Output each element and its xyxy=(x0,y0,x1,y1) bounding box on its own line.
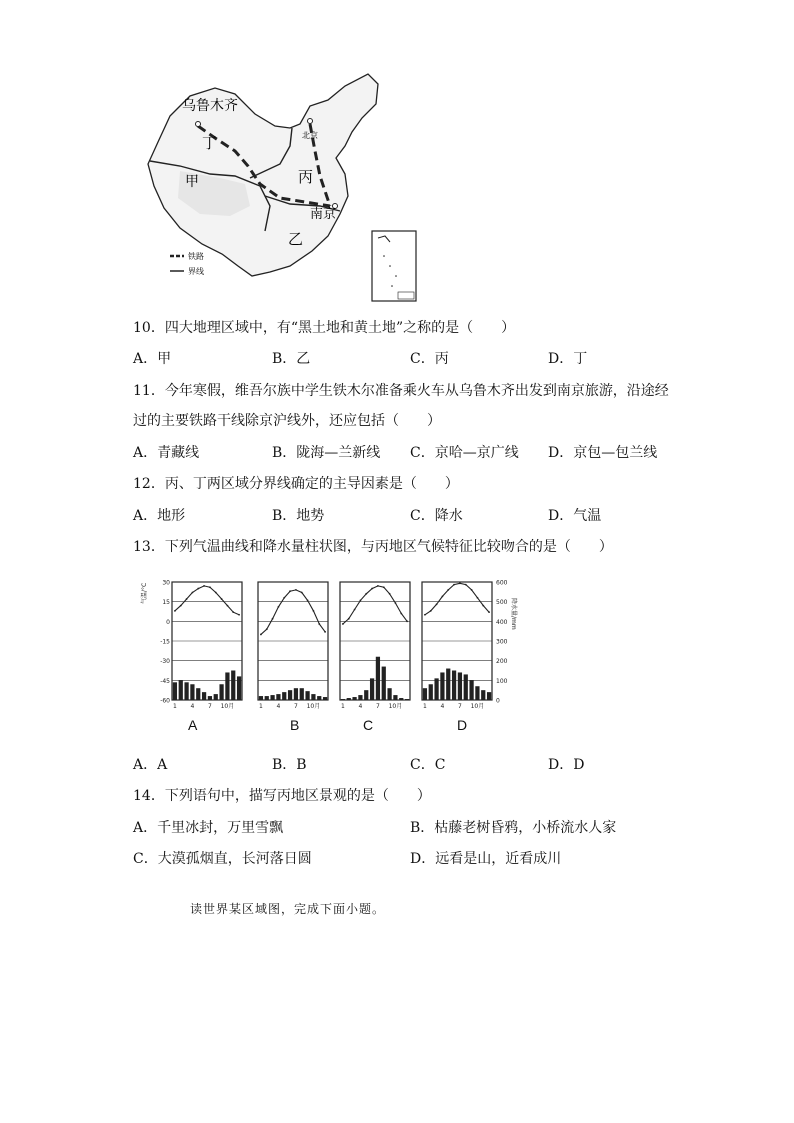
month-tick-label: 1 xyxy=(423,703,427,710)
precip-bar xyxy=(387,688,391,700)
precip-bar xyxy=(399,698,403,700)
temperature-point xyxy=(383,586,385,588)
temperature-point xyxy=(371,588,373,590)
precip-bar xyxy=(173,682,177,700)
question-10-stem: 10．四大地理区域中，有“黑土地和黄土地”之称的是（ ） xyxy=(133,320,516,336)
temperature-point xyxy=(442,596,444,598)
precip-bar xyxy=(487,692,491,700)
month-tick-label: 7 xyxy=(294,703,298,710)
precip-bar xyxy=(288,690,292,700)
city-label-beijing: 北京 xyxy=(302,131,318,140)
precip-bar xyxy=(225,672,229,700)
precip-bar xyxy=(341,699,345,700)
temp-axis-label: 气温/°C xyxy=(141,582,148,604)
q11-option-b[interactable]: B．陇海—兰新线 xyxy=(272,445,381,461)
region-label-bing: 丙 xyxy=(298,168,314,186)
precip-bar xyxy=(446,669,450,700)
precip-bar xyxy=(393,695,397,700)
precip-bar xyxy=(405,699,409,700)
precip-bar xyxy=(282,692,286,700)
month-tick-label: 1 xyxy=(341,703,345,710)
month-tick-label: 4 xyxy=(358,703,363,710)
temperature-point xyxy=(377,585,379,587)
precip-bar xyxy=(469,680,473,700)
precip-bar xyxy=(270,695,274,700)
temperature-point xyxy=(389,593,391,595)
temperature-point xyxy=(232,611,234,613)
temperature-point xyxy=(307,599,309,601)
climate-charts xyxy=(140,574,528,712)
precip-bar xyxy=(370,678,374,700)
precip-bar xyxy=(219,684,223,700)
region-label-jia: 甲 xyxy=(185,174,199,190)
q14-option-c[interactable]: C．大漠孤烟直，长河落日圆 xyxy=(133,851,312,867)
temperature-point xyxy=(301,592,303,594)
precip-bar xyxy=(358,695,362,700)
q11-option-d[interactable]: D．京包—包兰线 xyxy=(548,445,658,461)
precip-bar xyxy=(347,698,351,700)
precip-tick-label: 300 xyxy=(496,638,508,646)
q13-option-d[interactable]: D．D xyxy=(548,757,585,773)
temp-tick-label: 15 xyxy=(162,599,170,607)
precip-bar xyxy=(434,678,438,700)
precip-bar xyxy=(481,690,485,700)
temperature-point xyxy=(365,593,367,595)
precip-bar xyxy=(214,694,218,700)
temperature-point xyxy=(424,614,426,616)
precip-bar xyxy=(440,672,444,700)
month-tick-label: 7 xyxy=(458,703,462,710)
q10-option-c[interactable]: C．丙 xyxy=(410,351,449,367)
temperature-point xyxy=(430,610,432,612)
q13-option-a[interactable]: A．A xyxy=(133,757,168,773)
precip-bar xyxy=(452,671,456,701)
temperature-point xyxy=(406,620,408,622)
temperature-point xyxy=(459,582,461,584)
precip-tick-label: 100 xyxy=(496,677,508,685)
precip-bar xyxy=(231,671,235,701)
temperature-point xyxy=(465,584,467,586)
month-tick-label: 1 xyxy=(173,703,177,710)
temperature-point xyxy=(266,628,268,630)
temperature-point xyxy=(400,613,402,615)
temperature-point xyxy=(488,611,490,613)
temperature-point xyxy=(354,609,356,611)
temperature-point xyxy=(471,589,473,591)
chart-letter-b: B xyxy=(290,717,300,733)
precip-bar xyxy=(352,697,356,700)
section-note: 读世界某区域图，完成下面小题。 xyxy=(190,902,386,916)
temperature-point xyxy=(348,618,350,620)
q12-option-b[interactable]: B．地势 xyxy=(272,508,325,524)
q10-option-a[interactable]: A．甲 xyxy=(133,351,172,367)
precip-bar xyxy=(237,676,241,700)
precip-bar xyxy=(464,674,468,700)
precip-bar xyxy=(184,682,188,700)
temperature-point xyxy=(174,610,176,612)
precip-bar xyxy=(265,696,269,700)
legend-railway: 铁路 xyxy=(188,252,204,261)
question-13-stem: 13．下列气温曲线和降水量柱状图，与丙地区气候特征比较吻合的是（ ） xyxy=(133,539,613,555)
temperature-point xyxy=(342,623,344,625)
city-label-urumqi: 乌鲁木齐 xyxy=(182,98,238,114)
month-tick-label: 10月 xyxy=(388,703,403,710)
month-tick-label: 4 xyxy=(440,703,445,710)
precip-bar xyxy=(300,688,304,700)
temperature-point xyxy=(215,592,217,594)
precip-tick-label: 600 xyxy=(496,579,508,587)
temp-tick-label: -60 xyxy=(160,697,170,705)
region-label-yi: 乙 xyxy=(288,230,304,248)
temp-tick-label: -15 xyxy=(160,638,170,646)
question-11-stem-line1: 11．今年寒假，维吾尔族中学生铁木尔准备乘火车从乌鲁木齐出发到南京旅游，沿途经 xyxy=(133,383,669,399)
precip-bar xyxy=(323,697,327,700)
precip-bar xyxy=(317,696,321,700)
precip-bar xyxy=(190,684,194,700)
temperature-point xyxy=(272,618,274,620)
precip-bar xyxy=(311,694,315,700)
month-tick-label: 7 xyxy=(208,703,212,710)
temperature-point xyxy=(482,605,484,607)
temperature-point xyxy=(477,597,479,599)
temperature-point xyxy=(447,589,449,591)
q12-option-d[interactable]: D．气温 xyxy=(548,508,602,524)
chart-letter-d: D xyxy=(457,717,468,733)
temperature-point xyxy=(289,590,291,592)
precip-bar xyxy=(364,690,368,700)
temperature-point xyxy=(197,588,199,590)
temperature-point xyxy=(192,592,194,594)
precip-bar xyxy=(305,691,309,700)
temperature-point xyxy=(313,610,315,612)
temperature-point xyxy=(203,585,205,587)
q14-option-d[interactable]: D．远看是山，近看成川 xyxy=(410,851,562,867)
month-tick-label: 10月 xyxy=(470,703,485,710)
china-regions-map xyxy=(140,66,420,304)
south-china-sea-inset xyxy=(372,231,416,301)
chart-letter-c: C xyxy=(363,717,374,733)
precip-bar xyxy=(458,672,462,700)
month-tick-label: 7 xyxy=(376,703,380,710)
temperature-point xyxy=(221,598,223,600)
precip-bar xyxy=(179,680,183,700)
q10-option-b[interactable]: B．乙 xyxy=(272,351,311,367)
question-12-stem: 12．丙、丁两区域分界线确定的主导因素是（ ） xyxy=(133,476,459,492)
precip-tick-label: 400 xyxy=(496,618,508,626)
temperature-point xyxy=(238,614,240,616)
month-tick-label: 1 xyxy=(259,703,263,710)
precip-bar xyxy=(475,686,479,700)
month-tick-label: 10月 xyxy=(306,703,321,710)
temperature-point xyxy=(318,623,320,625)
month-tick-label: 4 xyxy=(276,703,281,710)
q11-option-c[interactable]: C．京哈—京广线 xyxy=(410,445,519,461)
precip-bar xyxy=(259,696,263,700)
temperature-point xyxy=(436,603,438,605)
precip-tick-label: 500 xyxy=(496,599,508,607)
temperature-point xyxy=(227,605,229,607)
precip-bar xyxy=(294,688,298,700)
city-label-nanjing: 南京 xyxy=(310,207,337,222)
precip-bar xyxy=(382,667,386,700)
precip-bar xyxy=(202,692,206,700)
precip-tick-label: 0 xyxy=(496,697,500,705)
q12-option-a[interactable]: A．地形 xyxy=(133,508,186,524)
q12-option-c[interactable]: C．降水 xyxy=(410,508,463,524)
temp-tick-label: 30 xyxy=(162,579,170,587)
temperature-point xyxy=(180,605,182,607)
temperature-point xyxy=(278,606,280,608)
q13-option-c[interactable]: C．C xyxy=(410,757,446,773)
question-11-stem-line2: 过的主要铁路干线除京沪线外，还应包括（ ） xyxy=(133,413,441,429)
q14-option-b[interactable]: B．枯藤老树昏鸦，小桥流水人家 xyxy=(410,820,617,836)
chart-letter-a: A xyxy=(188,717,198,733)
precip-bar xyxy=(276,694,280,700)
q13-option-b[interactable]: B．B xyxy=(272,757,307,773)
temperature-point xyxy=(186,598,188,600)
question-14-stem: 14．下列语句中，描写丙地区景观的是（ ） xyxy=(133,788,431,804)
region-label-ding: 丁 xyxy=(202,134,218,152)
q11-option-a[interactable]: A．青藏线 xyxy=(133,445,200,461)
temperature-point xyxy=(260,634,262,636)
precip-tick-label: 200 xyxy=(496,658,508,666)
temperature-point xyxy=(324,631,326,633)
precip-bar xyxy=(208,696,212,700)
temperature-point xyxy=(395,602,397,604)
temperature-point xyxy=(295,589,297,591)
temperature-point xyxy=(283,597,285,599)
precip-bar xyxy=(376,657,380,700)
precip-bar xyxy=(423,688,427,700)
month-tick-label: 10月 xyxy=(220,703,235,710)
q10-option-d[interactable]: D．丁 xyxy=(548,351,588,367)
precip-bar xyxy=(196,688,200,700)
precip-axis-label: 降水量/mm xyxy=(510,598,517,630)
temperature-point xyxy=(453,584,455,586)
temperature-point xyxy=(360,599,362,601)
q14-option-a[interactable]: A．千里冰封，万里雪飘 xyxy=(133,820,284,836)
month-tick-label: 4 xyxy=(190,703,195,710)
legend-boundary: 界线 xyxy=(188,267,204,276)
precip-bar xyxy=(429,684,433,700)
temp-tick-label: 0 xyxy=(166,618,170,626)
temp-tick-label: -45 xyxy=(160,677,170,685)
temperature-point xyxy=(209,586,211,588)
temp-tick-label: -30 xyxy=(160,658,170,666)
